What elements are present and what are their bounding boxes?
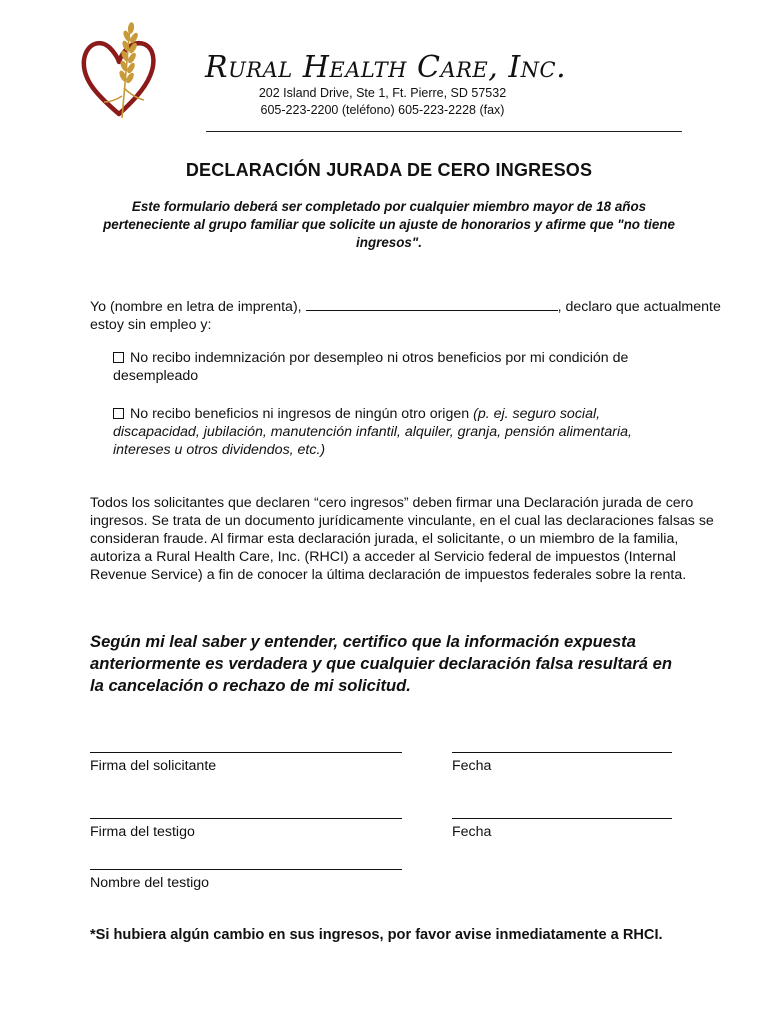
name-statement-prefix: Yo (nombre en letra de imprenta), xyxy=(90,299,302,315)
header-divider xyxy=(206,131,682,132)
organization-name: Rural Health Care, Inc. xyxy=(205,50,567,85)
checkbox[interactable] xyxy=(113,408,124,419)
witness-name-line[interactable] xyxy=(90,869,402,870)
heart-wheat-logo xyxy=(78,18,160,122)
applicant-signature-line[interactable] xyxy=(90,752,402,753)
checkbox-label: No recibo indemnización por desempleo ni otros beneficios por mi condición de desempleado xyxy=(113,350,629,384)
witness-signature-label: Firma del testigo xyxy=(90,824,195,840)
checkbox-label: No recibo beneficios ni ingresos de ningún otro origen xyxy=(130,406,470,422)
name-statement xyxy=(90,297,730,334)
witness-date-label: Fecha xyxy=(452,824,492,840)
document-title: DECLARACIÓN JURADA DE CERO INGRESOS xyxy=(185,160,593,180)
witness-name-label: Nombre del testigo xyxy=(90,875,210,891)
checkbox-item-other-income xyxy=(113,405,673,459)
footer-note: *Si hubiera algún cambio en sus ingresos, por favor avise inmediatamente a RHCI. xyxy=(90,927,663,943)
checkbox-examples: (p. ej. seguro social, discapacidad, jubilación, manutención infantil, alquiler, granja, pensión alimentaria, intereses u otros dividendos, etc.) xyxy=(113,406,632,458)
intro-instructions: Este formulario deberá ser completado por cualquier miembro mayor de 18 años perteneciente al grupo familiar que solicite un ajuste de honorarios y afirme que "no tiene ingresos". xyxy=(103,199,675,250)
certification-statement: Según mi leal saber y entender, certifico que la información expuesta anteriormente es verdadera y que cualquier declaración falsa resultará en la cancelación o rechazo de mi solicitud. xyxy=(90,632,672,695)
checkbox-item-unemployment xyxy=(113,349,673,385)
applicant-signature-label: Firma del solicitante xyxy=(90,758,217,774)
applicant-date-label: Fecha xyxy=(452,758,492,774)
printed-name-field[interactable] xyxy=(306,297,558,311)
witness-signature-line[interactable] xyxy=(90,818,402,819)
phone-fax-line: 605-223-2200 (teléfono) 605-223-2228 (fax) xyxy=(260,103,505,117)
address-line: 202 Island Drive, Ste 1, Ft. Pierre, SD 57532 xyxy=(258,86,507,100)
heart-icon xyxy=(84,43,154,114)
checkbox[interactable] xyxy=(113,352,124,363)
applicant-date-line[interactable] xyxy=(452,752,672,753)
name-statement-suffix: , declaro que actualmente estoy sin empleo y: xyxy=(90,299,721,333)
witness-date-line[interactable] xyxy=(452,818,672,819)
applicants-paragraph: Todos los solicitantes que declaren “cero ingresos” deben firmar una Declaración jurada de cero ingresos. Se trata de un documento jurídicamente vinculante, en el cual las declaraciones falsas se consideran fraude. Al firmar esta declaración jurada, el solicitante, o un miembro de la familia, autoriza a Rural Health Care, Inc. (RHCI) a acceder al Servicio federal de impuestos (Internal Revenue Service) a fin de conocer la última declaración de impuestos federales sobre la renta. xyxy=(90,495,714,583)
